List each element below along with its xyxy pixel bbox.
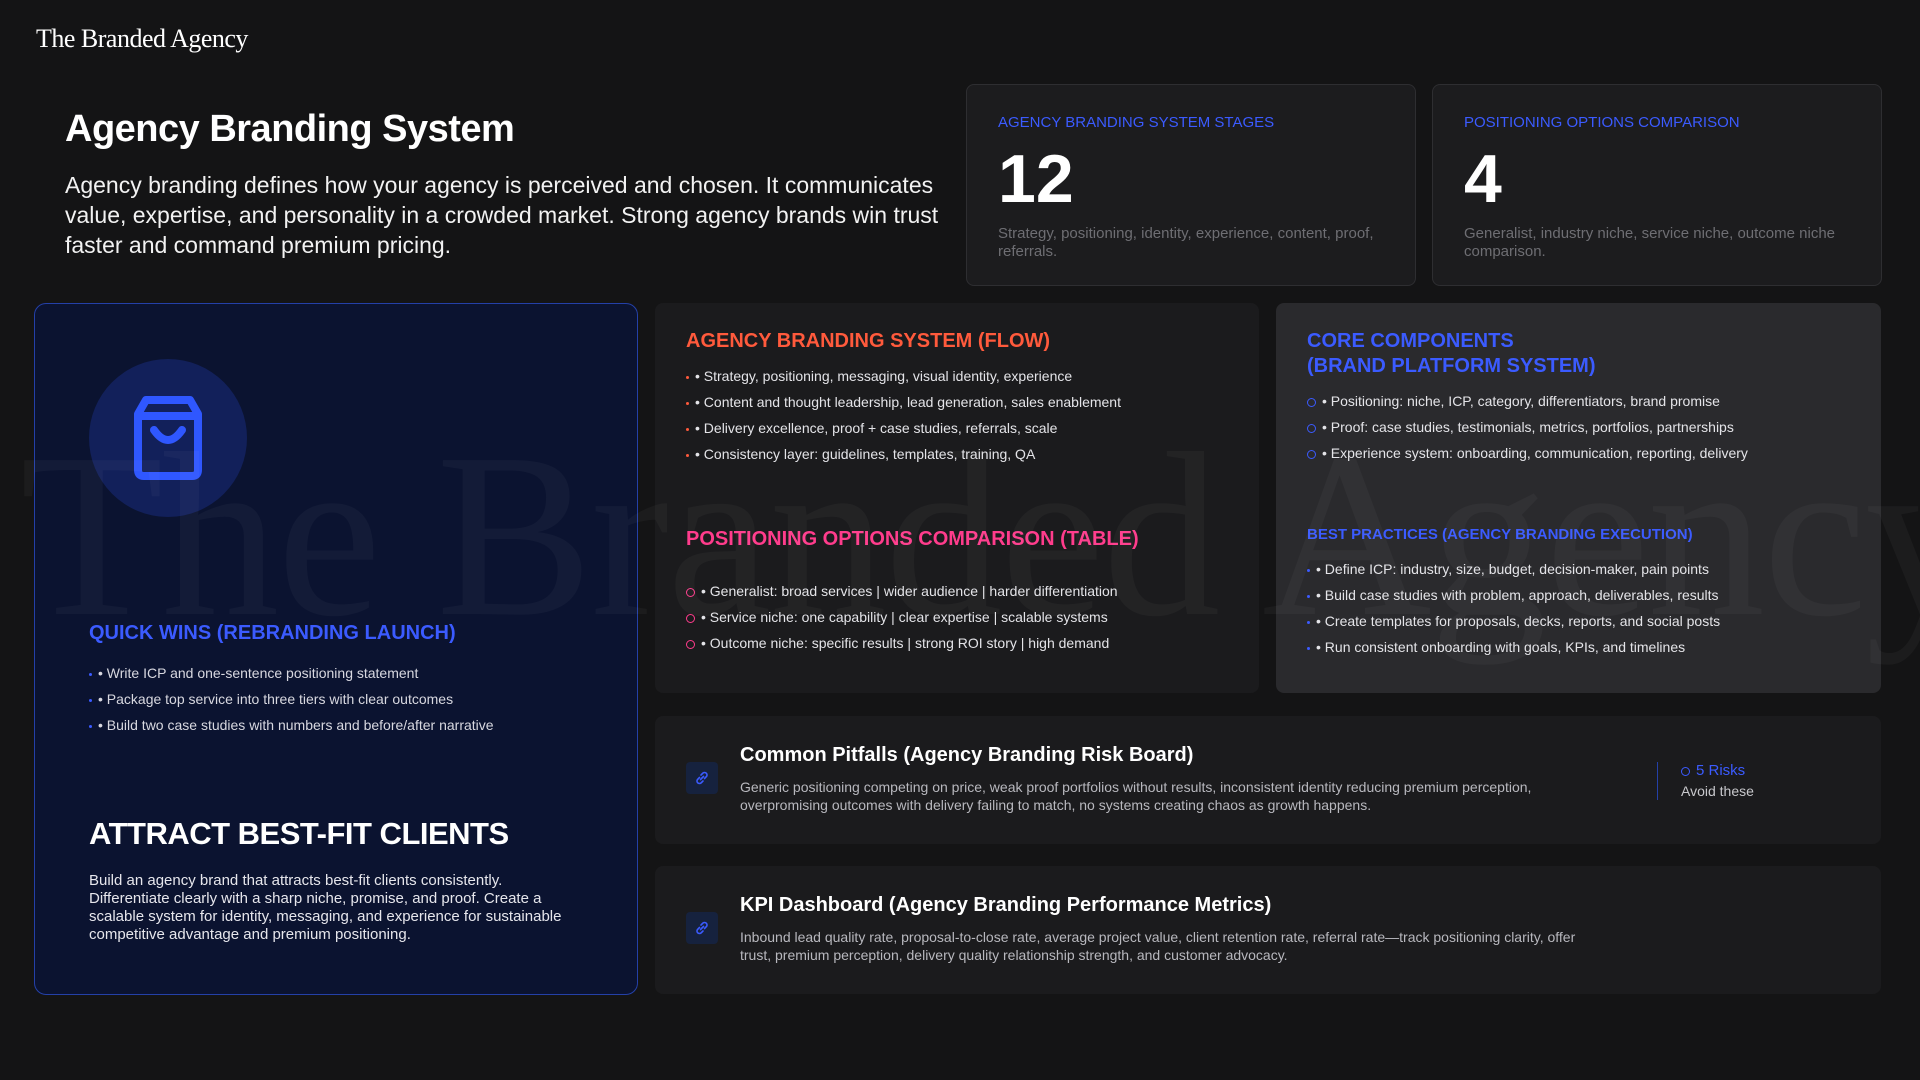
page-title: Agency Branding System — [65, 108, 515, 150]
bullet-icon — [686, 454, 689, 457]
circle-icon — [686, 640, 695, 649]
bullet-icon — [1307, 569, 1310, 572]
stat-card-positioning — [1432, 84, 1882, 286]
list-item: • Create templates for proposals, decks, reports, and social posts — [1307, 608, 1850, 634]
flow-list — [686, 363, 1228, 467]
list-item: • Generalist: broad services | wider audience | harder differentiation — [686, 578, 1228, 604]
brand-logo: The Branded Agency — [36, 24, 248, 53]
bullet-icon — [686, 376, 689, 379]
stat-description: Strategy, positioning, identity, experience, content, proof, referrals. — [998, 225, 1374, 260]
list-item: • Proof: case studies, testimonials, metrics, portfolios, partnerships — [1307, 414, 1850, 440]
list-item: • Define ICP: industry, size, budget, decision-maker, pain points — [1307, 556, 1850, 582]
stat-value: 12 — [998, 141, 1074, 217]
stat-label: POSITIONING OPTIONS COMPARISON — [1464, 114, 1740, 131]
stat-card-stages — [966, 84, 1416, 286]
list-item: • Build case studies with problem, approach, deliverables, results — [1307, 582, 1850, 608]
list-item: • Build two case studies with numbers and before/after narrative — [89, 712, 494, 738]
list-item: • Run consistent onboarding with goals, KPIs, and timelines — [1307, 634, 1850, 660]
bullet-icon — [686, 428, 689, 431]
hero-description: Agency branding defines how your agency is perceived and chosen. It communicates value, expertise, and personality in a crowded market. Strong agency brands win trust faster and command premium pricing. — [65, 172, 939, 258]
bullet-icon — [1307, 621, 1310, 624]
circle-icon — [1307, 450, 1316, 459]
quick-wins-title: QUICK WINS (REBRANDING LAUNCH) — [89, 622, 456, 644]
best-practices-title: BEST PRACTICES (AGENCY BRANDING EXECUTION) — [1307, 526, 1693, 543]
bullet-icon — [1307, 647, 1310, 650]
risk-count: 5 Risks — [1681, 762, 1754, 779]
circle-icon — [1307, 398, 1316, 407]
list-item: • Service niche: one capability | clear expertise | scalable systems — [686, 604, 1228, 630]
best-practices-list — [1307, 556, 1850, 660]
attract-description: Build an agency brand that attracts best-fit clients consistently. Differentiate clearly with a sharp niche, promise, and proof. Create a scalable system for identity, messaging, and experience for sustainable competitive advantage and premium positioning. — [89, 872, 562, 943]
list-item: • Positioning: niche, ICP, category, differentiators, brand promise — [1307, 388, 1850, 414]
bullet-icon — [89, 673, 92, 676]
bullet-icon — [686, 402, 689, 405]
shopping-bag-icon — [89, 359, 247, 517]
link-icon[interactable] — [686, 912, 718, 944]
positioning-title: POSITIONING OPTIONS COMPARISON (TABLE) — [686, 528, 1139, 550]
list-item: • Strategy, positioning, messaging, visual identity, experience — [686, 363, 1228, 389]
circle-icon — [686, 588, 695, 597]
list-item: • Outcome niche: specific results | strong ROI story | high demand — [686, 630, 1228, 656]
core-title-line1: CORE COMPONENTS — [1307, 330, 1514, 352]
positioning-list — [686, 578, 1228, 656]
circle-icon — [686, 614, 695, 623]
list-item: • Delivery excellence, proof + case studies, referrals, scale — [686, 415, 1228, 441]
link-icon[interactable] — [686, 762, 718, 794]
quick-wins-list — [89, 660, 494, 738]
flow-positioning-card — [655, 303, 1259, 693]
list-item: • Experience system: onboarding, communication, reporting, delivery — [1307, 440, 1850, 466]
kpi-title: KPI Dashboard (Agency Branding Performance Metrics) — [740, 894, 1272, 916]
pitfalls-card — [655, 716, 1881, 844]
stat-description: Generalist, industry niche, service niche, outcome niche comparison. — [1464, 225, 1836, 260]
core-title — [1307, 329, 1850, 379]
list-item: • Consistency layer: guidelines, templates, training, QA — [686, 441, 1228, 467]
bullet-icon — [89, 725, 92, 728]
list-item: • Package top service into three tiers with clear outcomes — [89, 686, 494, 712]
circle-icon — [1307, 424, 1316, 433]
core-title-line2: (BRAND PLATFORM SYSTEM) — [1307, 355, 1596, 377]
stat-label: AGENCY BRANDING SYSTEM STAGES — [998, 114, 1275, 131]
stat-value: 4 — [1464, 141, 1502, 217]
list-item: • Content and thought leadership, lead generation, sales enablement — [686, 389, 1228, 415]
bullet-icon — [1307, 595, 1310, 598]
feature-card — [34, 303, 638, 995]
core-components-card — [1276, 303, 1881, 693]
kpi-description: Inbound lead quality rate, proposal-to-close rate, average project value, client retention rate, referral rate—track positioning clarity, offer trust, premium perception, delivery quality relationship strength, and customer advocacy. — [740, 929, 1576, 963]
circle-icon — [1681, 767, 1690, 776]
core-list — [1307, 388, 1850, 466]
pitfalls-title: Common Pitfalls (Agency Branding Risk Board) — [740, 744, 1194, 766]
risk-label: Avoid these — [1681, 783, 1754, 799]
list-item: • Write ICP and one-sentence positioning statement — [89, 660, 494, 686]
risk-summary — [1657, 762, 1754, 800]
bullet-icon — [89, 699, 92, 702]
kpi-card — [655, 866, 1881, 994]
flow-title: AGENCY BRANDING SYSTEM (FLOW) — [686, 330, 1051, 352]
attract-title: ATTRACT BEST-FIT CLIENTS — [89, 816, 509, 851]
pitfalls-description: Generic positioning competing on price, weak proof portfolios without results, inconsistent identity reducing premium perception, overpromising outcomes with delivery failing to match, no systems creating chaos as growth happens. — [740, 779, 1532, 813]
